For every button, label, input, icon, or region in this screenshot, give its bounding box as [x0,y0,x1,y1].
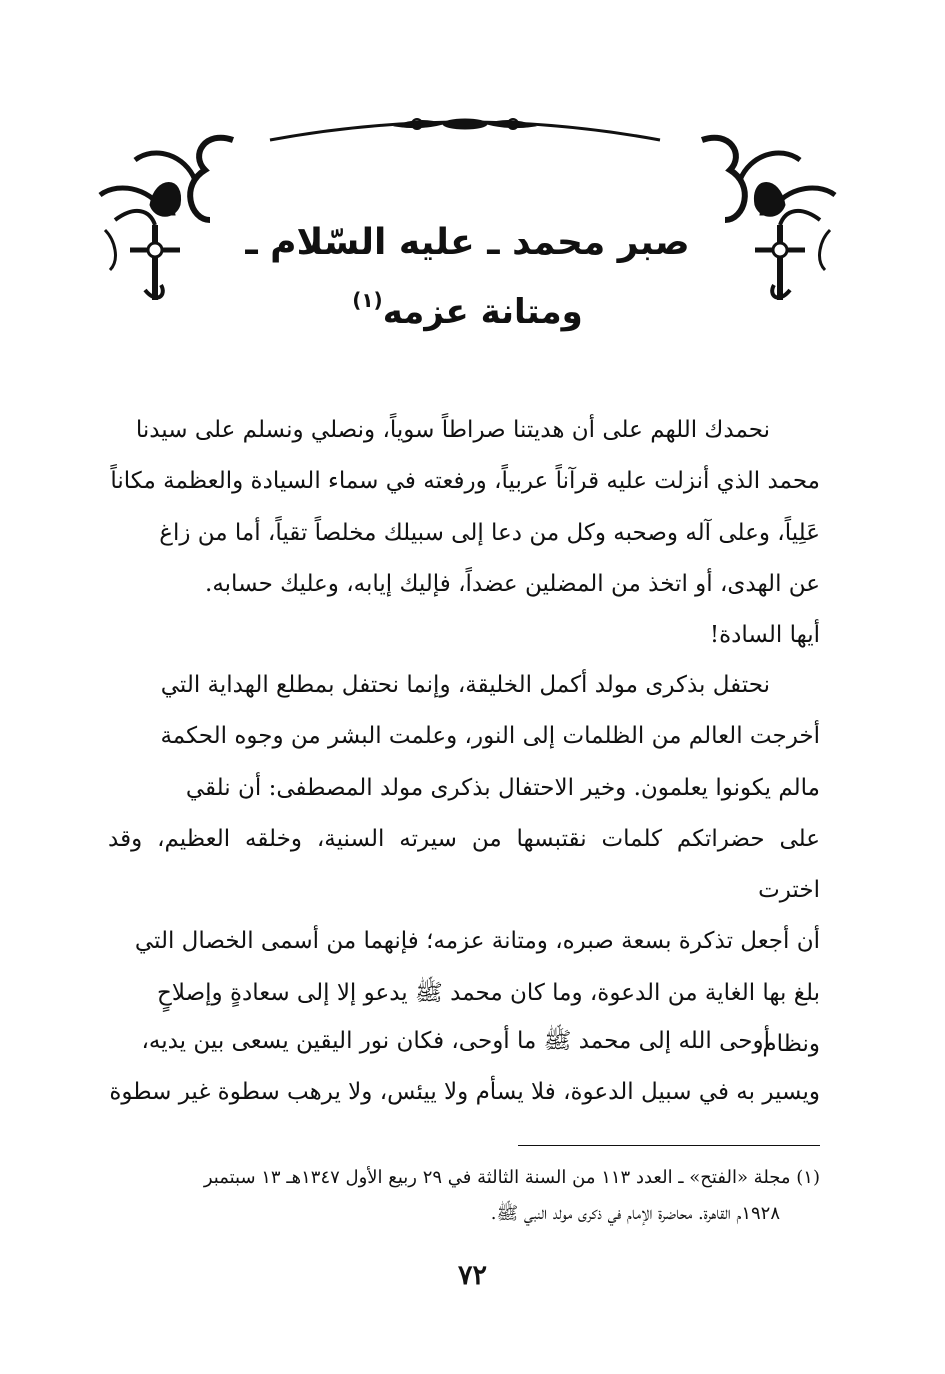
body-line: بلغ بها الغاية من الدعوة، وما كان محمد ﷺ يدعو إلا إلى سعادةٍ وإصلاحٍ [157,979,820,1006]
left-fleuron-ornament [100,138,233,300]
body-line: ونظام. [755,1031,820,1058]
body-line: عن الهدى، أو اتخذ من المضلين عضداً، فإليك إيابه، وعليك حسابه. [205,570,820,597]
paragraph-celebration [108,660,820,1070]
header-ornament [95,110,840,310]
paragraph-opening-prayer [108,405,820,661]
footnote-line: ١٩٢٨م القاهرة. محاضرة الإمام في ذكرى مولد النبي ﷺ. [490,1203,780,1224]
title-footnote-marker[interactable]: (١) [352,288,383,312]
body-line: عَلِياً، وعلى آله وصحبه وكل من دعا إلى سبيلك مخلصاً تقياً، أما من زاغ [159,519,820,546]
body-line: محمد الذي أنزلت عليه قرآناً عربياً، ورفعته في سماء السيادة والعظمة مكاناً [110,468,820,495]
center-scroll-ornament [395,119,535,129]
address-line: أيها السادة! [709,622,820,649]
body-line: على حضراتكم كلمات نقتبسها من سيرته السنية، وخلقه العظيم، وقد اخترت [108,825,820,904]
chapter-title-line1: صبر محمد ـ عليه السّلام ـ [245,222,690,263]
body-line: نحمدك اللهم على أن هديتنا صراطاً سوياً، ونصلي ونسلم على سيدنا [135,417,770,443]
chapter-title-line2-text: ومتانة عزمه [382,292,583,332]
page-number: ٧٢ [457,1260,487,1291]
body-line: نحتفل بذكرى مولد أكمل الخليقة، وإنما نحتفل بمطلع الهداية التي [160,672,770,698]
body-line: ويسير به في سبيل الدعوة، فلا يسأم ولا ييئس، ولا يرهب سطوة غير سطوة [109,1079,820,1106]
paragraph-revelation [108,1016,820,1119]
footnote-separator [518,1145,820,1146]
right-fleuron-ornament [702,138,835,300]
chapter-title-line2 [210,288,725,332]
body-line: أوحى الله إلى محمد ﷺ ما أوحى، فكان نور اليقين يسعى بين يديه، [141,1028,770,1054]
footnote-line: (١) مجلة «الفتح» ـ العدد ١١٣ من السنة الثالثة في ٢٩ ربيع الأول ١٣٤٧هـ ١٣ سبتمبر [203,1167,820,1188]
footnote [108,1160,820,1232]
body-line: أخرجت العالم من الظلمات إلى النور، وعلمت البشر من وجوه الحكمة [160,723,820,750]
body-line: أن أجعل تذكرة بسعة صبره، ومتانة عزمه؛ فإنهما من أسمى الخصال التي [134,928,820,955]
body-line: مالم يكونوا يعلمون. وخير الاحتفال بذكرى مولد المصطفى: أن نلقي [185,774,820,801]
